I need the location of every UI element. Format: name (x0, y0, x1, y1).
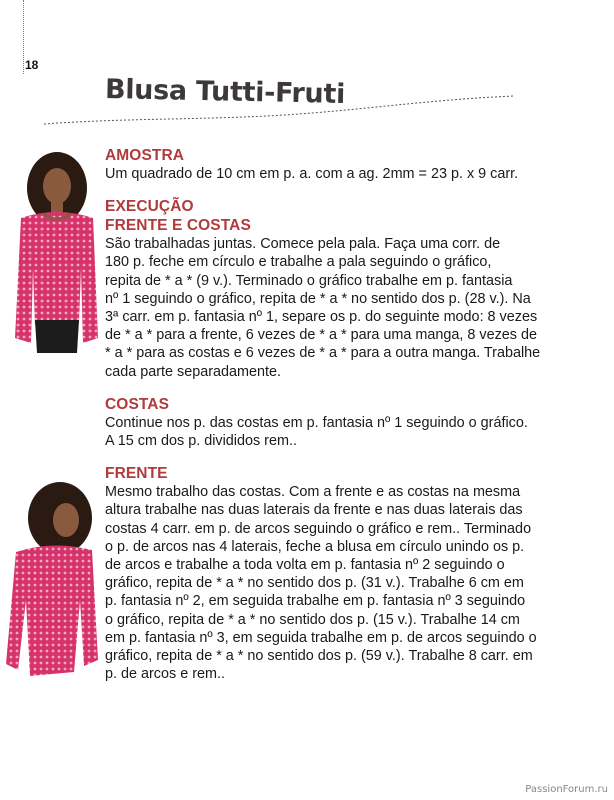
section-text: Mesmo trabalho das costas. Com a frente e as costas na mesma altura trabalhe nas duas laterais da frente e nas duas laterais das costas 4 carr. em p. de arcos seguindo o gráfico e rem.. Terminado o p. de arcos nas 4 laterais, feche a blusa em círculo unindo os p. de arcos e trabalhe a toda volta em p. fantasia nº 2 seguindo o gráfico, repita de * a * no sentido dos p. (31 v.). Trabalhe 6 cm em p. fantasia nº 2, em seguida trabalhe em p. fantasia nº 3 seguindo o gráfico, repita de * a * no sentido dos p. (15 v.). Trabalhe 14 cm em p. fantasia nº 3, em seguida trabalhe em p. de arcos seguindo o gráfico, repita de * a * no sentido dos p. (59 v.). Trabalhe 8 carr. em p. de arcos e rem.. (105, 484, 537, 683)
section-heading: EXECUÇÃO (105, 198, 194, 216)
page-edge-rule (23, 0, 24, 74)
section-amostra (105, 146, 575, 183)
page-number: 18 (25, 58, 39, 72)
section-text: Um quadrado de 10 cm em p. a. com a ag. 2mm = 23 p. x 9 carr. (105, 166, 519, 182)
model-photo-front (3, 148, 100, 353)
title-underline-rule (44, 90, 514, 130)
section-heading: COSTAS (105, 395, 170, 413)
instructions-content (105, 146, 575, 697)
section-costas (105, 395, 575, 450)
section-frente (105, 464, 575, 683)
section-heading: FRENTE (105, 465, 168, 483)
watermark: PassionForum.ru (525, 784, 608, 795)
model-photo-back (2, 480, 100, 685)
section-text: Continue nos p. das costas em p. fantasia nº 1 seguindo o gráfico. A 15 cm dos p. divididos rem.. (105, 414, 528, 450)
section-execucao (105, 197, 575, 381)
page-title: Blusa Tutti-Fruti (104, 74, 346, 111)
section-text: São trabalhadas juntas. Comece pela pala. Faça uma corr. de 180 p. feche em círculo e trabalhe a pala seguindo o gráfico, repita de * a * (9 v.). Terminado o gráfico trabalhe em p. fantasia nº 1 seguindo o gráfico, repita de * a * no sentido dos p. (28 v.). Na 3ª carr. em p. fantasia nº 1, separe os p. do seguinte modo: 8 vezes de * a * para a frente, 6 vezes de * a * para uma manga, 8 vezes de * a * para as costas e 6 vezes de * a * para a outra manga. Trabalhe cada parte separadamente. (105, 236, 541, 380)
section-heading: AMOSTRA (105, 147, 185, 164)
section-subheading: FRENTE E COSTAS (105, 217, 251, 235)
